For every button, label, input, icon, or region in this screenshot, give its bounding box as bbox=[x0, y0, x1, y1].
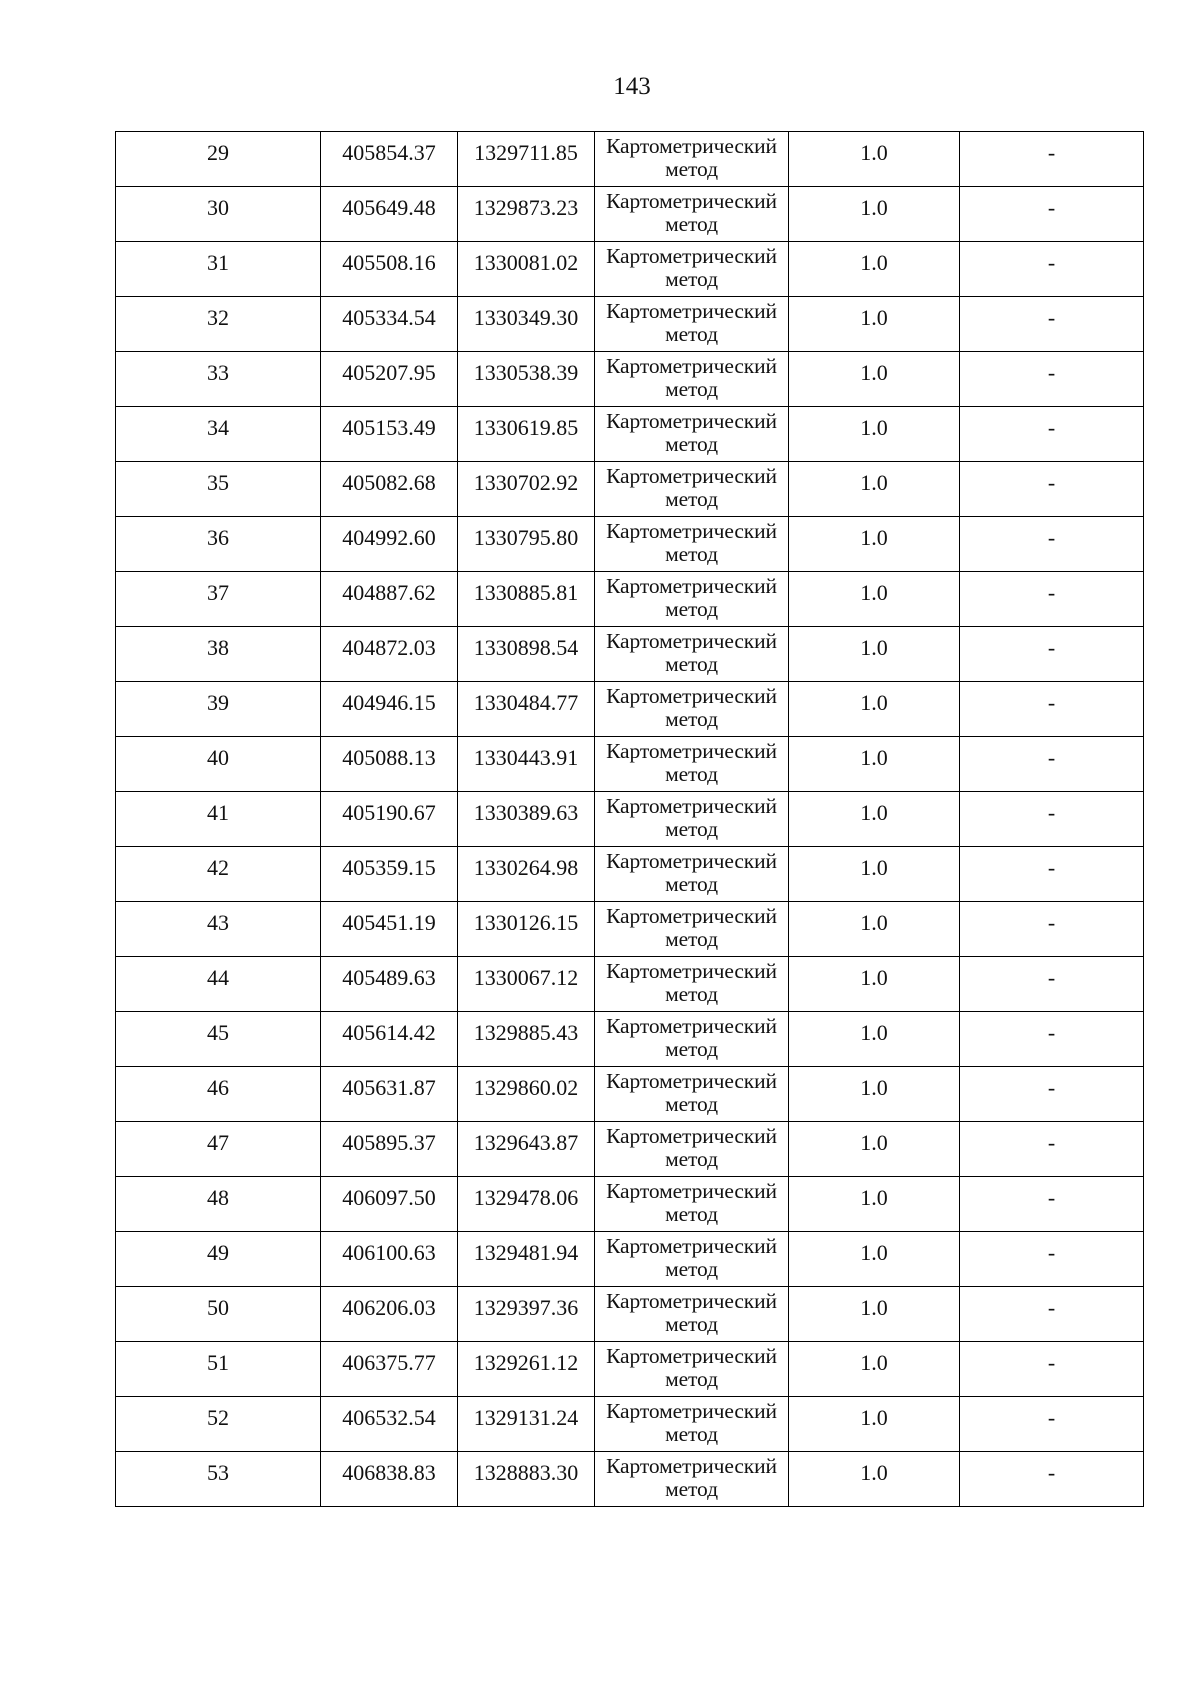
method-line-1: Картометрический bbox=[606, 244, 777, 268]
coordinates-table bbox=[115, 131, 1144, 1507]
method-line-1: Картометрический bbox=[606, 794, 777, 818]
point-number-cell: 51 bbox=[116, 1342, 321, 1397]
y-coordinate-cell: 1329711.85 bbox=[458, 132, 595, 187]
y-coordinate-cell: 1330349.30 bbox=[458, 297, 595, 352]
method-line-2: метод bbox=[665, 212, 718, 236]
accuracy-cell: 1.0 bbox=[789, 1232, 960, 1287]
method-line-1: Картометрический bbox=[606, 1454, 777, 1478]
point-number-cell: 43 bbox=[116, 902, 321, 957]
point-number-cell: 46 bbox=[116, 1067, 321, 1122]
table-row bbox=[116, 1012, 1144, 1067]
method-cell bbox=[595, 957, 789, 1012]
y-coordinate-cell: 1330619.85 bbox=[458, 407, 595, 462]
method-line-2: метод bbox=[665, 652, 718, 676]
x-coordinate-cell: 406532.54 bbox=[321, 1397, 458, 1452]
method-line-1: Картометрический bbox=[606, 629, 777, 653]
note-cell: - bbox=[960, 1287, 1144, 1342]
method-line-2: метод bbox=[665, 707, 718, 731]
method-line-2: метод bbox=[665, 322, 718, 346]
y-coordinate-cell: 1330443.91 bbox=[458, 737, 595, 792]
point-number-cell: 50 bbox=[116, 1287, 321, 1342]
method-line-1: Картометрический bbox=[606, 189, 777, 213]
method-line-2: метод bbox=[665, 487, 718, 511]
table-row bbox=[116, 132, 1144, 187]
y-coordinate-cell: 1330389.63 bbox=[458, 792, 595, 847]
x-coordinate-cell: 405631.87 bbox=[321, 1067, 458, 1122]
method-line-1: Картометрический bbox=[606, 739, 777, 763]
point-number-cell: 42 bbox=[116, 847, 321, 902]
note-cell: - bbox=[960, 682, 1144, 737]
x-coordinate-cell: 404946.15 bbox=[321, 682, 458, 737]
method-line-2: метод bbox=[665, 1477, 718, 1501]
method-line-2: метод bbox=[665, 1422, 718, 1446]
table-row bbox=[116, 627, 1144, 682]
y-coordinate-cell: 1330126.15 bbox=[458, 902, 595, 957]
method-cell bbox=[595, 627, 789, 682]
method-line-2: метод bbox=[665, 1312, 718, 1336]
y-coordinate-cell: 1328883.30 bbox=[458, 1452, 595, 1507]
note-cell: - bbox=[960, 297, 1144, 352]
method-line-1: Картометрический bbox=[606, 354, 777, 378]
note-cell: - bbox=[960, 1012, 1144, 1067]
table-row bbox=[116, 737, 1144, 792]
accuracy-cell: 1.0 bbox=[789, 1452, 960, 1507]
method-line-1: Картометрический bbox=[606, 959, 777, 983]
method-cell bbox=[595, 462, 789, 517]
method-line-1: Картометрический bbox=[606, 299, 777, 323]
table-row bbox=[116, 297, 1144, 352]
method-line-2: метод bbox=[665, 1037, 718, 1061]
point-number-cell: 30 bbox=[116, 187, 321, 242]
note-cell: - bbox=[960, 187, 1144, 242]
method-line-2: метод bbox=[665, 377, 718, 401]
point-number-cell: 41 bbox=[116, 792, 321, 847]
point-number-cell: 36 bbox=[116, 517, 321, 572]
accuracy-cell: 1.0 bbox=[789, 957, 960, 1012]
table-row bbox=[116, 1287, 1144, 1342]
method-line-2: метод bbox=[665, 927, 718, 951]
table-row bbox=[116, 1452, 1144, 1507]
method-line-2: метод bbox=[665, 1367, 718, 1391]
note-cell: - bbox=[960, 572, 1144, 627]
table-row bbox=[116, 1342, 1144, 1397]
point-number-cell: 39 bbox=[116, 682, 321, 737]
method-line-2: метод bbox=[665, 982, 718, 1006]
method-line-2: метод bbox=[665, 1147, 718, 1171]
table-row bbox=[116, 187, 1144, 242]
method-line-1: Картометрический bbox=[606, 1399, 777, 1423]
y-coordinate-cell: 1329885.43 bbox=[458, 1012, 595, 1067]
method-cell bbox=[595, 1177, 789, 1232]
point-number-cell: 31 bbox=[116, 242, 321, 297]
method-line-2: метод bbox=[665, 267, 718, 291]
y-coordinate-cell: 1329261.12 bbox=[458, 1342, 595, 1397]
y-coordinate-cell: 1330702.92 bbox=[458, 462, 595, 517]
method-cell bbox=[595, 1232, 789, 1287]
method-cell bbox=[595, 1342, 789, 1397]
x-coordinate-cell: 405649.48 bbox=[321, 187, 458, 242]
note-cell: - bbox=[960, 1067, 1144, 1122]
table-row bbox=[116, 572, 1144, 627]
note-cell: - bbox=[960, 957, 1144, 1012]
method-cell bbox=[595, 792, 789, 847]
y-coordinate-cell: 1329131.24 bbox=[458, 1397, 595, 1452]
method-line-2: метод bbox=[665, 762, 718, 786]
point-number-cell: 45 bbox=[116, 1012, 321, 1067]
method-line-1: Картометрический bbox=[606, 1014, 777, 1038]
x-coordinate-cell: 405088.13 bbox=[321, 737, 458, 792]
accuracy-cell: 1.0 bbox=[789, 1397, 960, 1452]
method-line-2: метод bbox=[665, 597, 718, 621]
method-cell bbox=[595, 1452, 789, 1507]
point-number-cell: 29 bbox=[116, 132, 321, 187]
table-row bbox=[116, 1067, 1144, 1122]
y-coordinate-cell: 1329873.23 bbox=[458, 187, 595, 242]
note-cell: - bbox=[960, 737, 1144, 792]
note-cell: - bbox=[960, 1452, 1144, 1507]
x-coordinate-cell: 405153.49 bbox=[321, 407, 458, 462]
table-row bbox=[116, 1177, 1144, 1232]
table-row bbox=[116, 682, 1144, 737]
method-cell bbox=[595, 902, 789, 957]
accuracy-cell: 1.0 bbox=[789, 187, 960, 242]
method-line-1: Картометрический bbox=[606, 574, 777, 598]
note-cell: - bbox=[960, 902, 1144, 957]
table-row bbox=[116, 462, 1144, 517]
y-coordinate-cell: 1330081.02 bbox=[458, 242, 595, 297]
method-line-2: метод bbox=[665, 432, 718, 456]
point-number-cell: 40 bbox=[116, 737, 321, 792]
x-coordinate-cell: 405451.19 bbox=[321, 902, 458, 957]
table-row bbox=[116, 1122, 1144, 1177]
x-coordinate-cell: 405082.68 bbox=[321, 462, 458, 517]
x-coordinate-cell: 406100.63 bbox=[321, 1232, 458, 1287]
method-line-1: Картометрический bbox=[606, 1289, 777, 1313]
point-number-cell: 33 bbox=[116, 352, 321, 407]
note-cell: - bbox=[960, 792, 1144, 847]
point-number-cell: 47 bbox=[116, 1122, 321, 1177]
method-cell bbox=[595, 682, 789, 737]
x-coordinate-cell: 405489.63 bbox=[321, 957, 458, 1012]
accuracy-cell: 1.0 bbox=[789, 572, 960, 627]
note-cell: - bbox=[960, 1342, 1144, 1397]
x-coordinate-cell: 406375.77 bbox=[321, 1342, 458, 1397]
accuracy-cell: 1.0 bbox=[789, 1012, 960, 1067]
x-coordinate-cell: 405508.16 bbox=[321, 242, 458, 297]
method-cell bbox=[595, 847, 789, 902]
accuracy-cell: 1.0 bbox=[789, 462, 960, 517]
note-cell: - bbox=[960, 627, 1144, 682]
accuracy-cell: 1.0 bbox=[789, 407, 960, 462]
accuracy-cell: 1.0 bbox=[789, 902, 960, 957]
coordinates-table-body bbox=[116, 132, 1144, 1507]
table-row bbox=[116, 352, 1144, 407]
method-cell bbox=[595, 1397, 789, 1452]
x-coordinate-cell: 405334.54 bbox=[321, 297, 458, 352]
method-line-2: метод bbox=[665, 1257, 718, 1281]
x-coordinate-cell: 405190.67 bbox=[321, 792, 458, 847]
y-coordinate-cell: 1330885.81 bbox=[458, 572, 595, 627]
y-coordinate-cell: 1330795.80 bbox=[458, 517, 595, 572]
table-row bbox=[116, 1232, 1144, 1287]
accuracy-cell: 1.0 bbox=[789, 847, 960, 902]
accuracy-cell: 1.0 bbox=[789, 1342, 960, 1397]
method-line-2: метод bbox=[665, 542, 718, 566]
y-coordinate-cell: 1329397.36 bbox=[458, 1287, 595, 1342]
x-coordinate-cell: 404872.03 bbox=[321, 627, 458, 682]
method-cell bbox=[595, 297, 789, 352]
x-coordinate-cell: 405359.15 bbox=[321, 847, 458, 902]
x-coordinate-cell: 404887.62 bbox=[321, 572, 458, 627]
method-cell bbox=[595, 187, 789, 242]
table-row bbox=[116, 847, 1144, 902]
point-number-cell: 44 bbox=[116, 957, 321, 1012]
accuracy-cell: 1.0 bbox=[789, 627, 960, 682]
method-cell bbox=[595, 517, 789, 572]
method-line-2: метод bbox=[665, 1092, 718, 1116]
x-coordinate-cell: 406206.03 bbox=[321, 1287, 458, 1342]
note-cell: - bbox=[960, 1177, 1144, 1232]
table-row bbox=[116, 242, 1144, 297]
note-cell: - bbox=[960, 462, 1144, 517]
method-cell bbox=[595, 572, 789, 627]
note-cell: - bbox=[960, 242, 1144, 297]
y-coordinate-cell: 1330067.12 bbox=[458, 957, 595, 1012]
point-number-cell: 32 bbox=[116, 297, 321, 352]
point-number-cell: 34 bbox=[116, 407, 321, 462]
note-cell: - bbox=[960, 1122, 1144, 1177]
x-coordinate-cell: 406838.83 bbox=[321, 1452, 458, 1507]
method-cell bbox=[595, 407, 789, 462]
x-coordinate-cell: 405854.37 bbox=[321, 132, 458, 187]
page-number: 143 bbox=[613, 73, 651, 100]
method-line-2: метод bbox=[665, 157, 718, 181]
method-cell bbox=[595, 352, 789, 407]
y-coordinate-cell: 1329478.06 bbox=[458, 1177, 595, 1232]
method-line-1: Картометрический bbox=[606, 1344, 777, 1368]
point-number-cell: 35 bbox=[116, 462, 321, 517]
accuracy-cell: 1.0 bbox=[789, 682, 960, 737]
table-row bbox=[116, 902, 1144, 957]
point-number-cell: 53 bbox=[116, 1452, 321, 1507]
note-cell: - bbox=[960, 352, 1144, 407]
accuracy-cell: 1.0 bbox=[789, 1177, 960, 1232]
y-coordinate-cell: 1330264.98 bbox=[458, 847, 595, 902]
accuracy-cell: 1.0 bbox=[789, 242, 960, 297]
note-cell: - bbox=[960, 1397, 1144, 1452]
y-coordinate-cell: 1329481.94 bbox=[458, 1232, 595, 1287]
method-line-1: Картометрический bbox=[606, 519, 777, 543]
x-coordinate-cell: 405895.37 bbox=[321, 1122, 458, 1177]
method-line-1: Картометрический bbox=[606, 134, 777, 158]
note-cell: - bbox=[960, 132, 1144, 187]
point-number-cell: 48 bbox=[116, 1177, 321, 1232]
method-line-2: метод bbox=[665, 872, 718, 896]
method-line-2: метод bbox=[665, 1202, 718, 1226]
note-cell: - bbox=[960, 1232, 1144, 1287]
method-cell bbox=[595, 1067, 789, 1122]
table-row bbox=[116, 792, 1144, 847]
method-line-1: Картометрический bbox=[606, 684, 777, 708]
method-line-1: Картометрический bbox=[606, 904, 777, 928]
method-cell bbox=[595, 132, 789, 187]
point-number-cell: 37 bbox=[116, 572, 321, 627]
accuracy-cell: 1.0 bbox=[789, 132, 960, 187]
method-cell bbox=[595, 737, 789, 792]
method-line-1: Картометрический bbox=[606, 1234, 777, 1258]
method-line-1: Картометрический bbox=[606, 1124, 777, 1148]
accuracy-cell: 1.0 bbox=[789, 1067, 960, 1122]
table-row bbox=[116, 957, 1144, 1012]
method-line-1: Картометрический bbox=[606, 1069, 777, 1093]
note-cell: - bbox=[960, 847, 1144, 902]
note-cell: - bbox=[960, 517, 1144, 572]
x-coordinate-cell: 405614.42 bbox=[321, 1012, 458, 1067]
x-coordinate-cell: 404992.60 bbox=[321, 517, 458, 572]
y-coordinate-cell: 1329860.02 bbox=[458, 1067, 595, 1122]
x-coordinate-cell: 406097.50 bbox=[321, 1177, 458, 1232]
point-number-cell: 49 bbox=[116, 1232, 321, 1287]
method-line-1: Картометрический bbox=[606, 1179, 777, 1203]
accuracy-cell: 1.0 bbox=[789, 517, 960, 572]
method-line-1: Картометрический bbox=[606, 409, 777, 433]
y-coordinate-cell: 1330538.39 bbox=[458, 352, 595, 407]
accuracy-cell: 1.0 bbox=[789, 792, 960, 847]
y-coordinate-cell: 1329643.87 bbox=[458, 1122, 595, 1177]
accuracy-cell: 1.0 bbox=[789, 1287, 960, 1342]
y-coordinate-cell: 1330898.54 bbox=[458, 627, 595, 682]
method-cell bbox=[595, 1122, 789, 1177]
table-row bbox=[116, 407, 1144, 462]
method-line-1: Картометрический bbox=[606, 849, 777, 873]
table-row bbox=[116, 1397, 1144, 1452]
method-line-2: метод bbox=[665, 817, 718, 841]
accuracy-cell: 1.0 bbox=[789, 352, 960, 407]
table-row bbox=[116, 517, 1144, 572]
method-cell bbox=[595, 242, 789, 297]
accuracy-cell: 1.0 bbox=[789, 737, 960, 792]
point-number-cell: 52 bbox=[116, 1397, 321, 1452]
point-number-cell: 38 bbox=[116, 627, 321, 682]
method-cell bbox=[595, 1012, 789, 1067]
accuracy-cell: 1.0 bbox=[789, 297, 960, 352]
x-coordinate-cell: 405207.95 bbox=[321, 352, 458, 407]
method-cell bbox=[595, 1287, 789, 1342]
note-cell: - bbox=[960, 407, 1144, 462]
y-coordinate-cell: 1330484.77 bbox=[458, 682, 595, 737]
accuracy-cell: 1.0 bbox=[789, 1122, 960, 1177]
method-line-1: Картометрический bbox=[606, 464, 777, 488]
